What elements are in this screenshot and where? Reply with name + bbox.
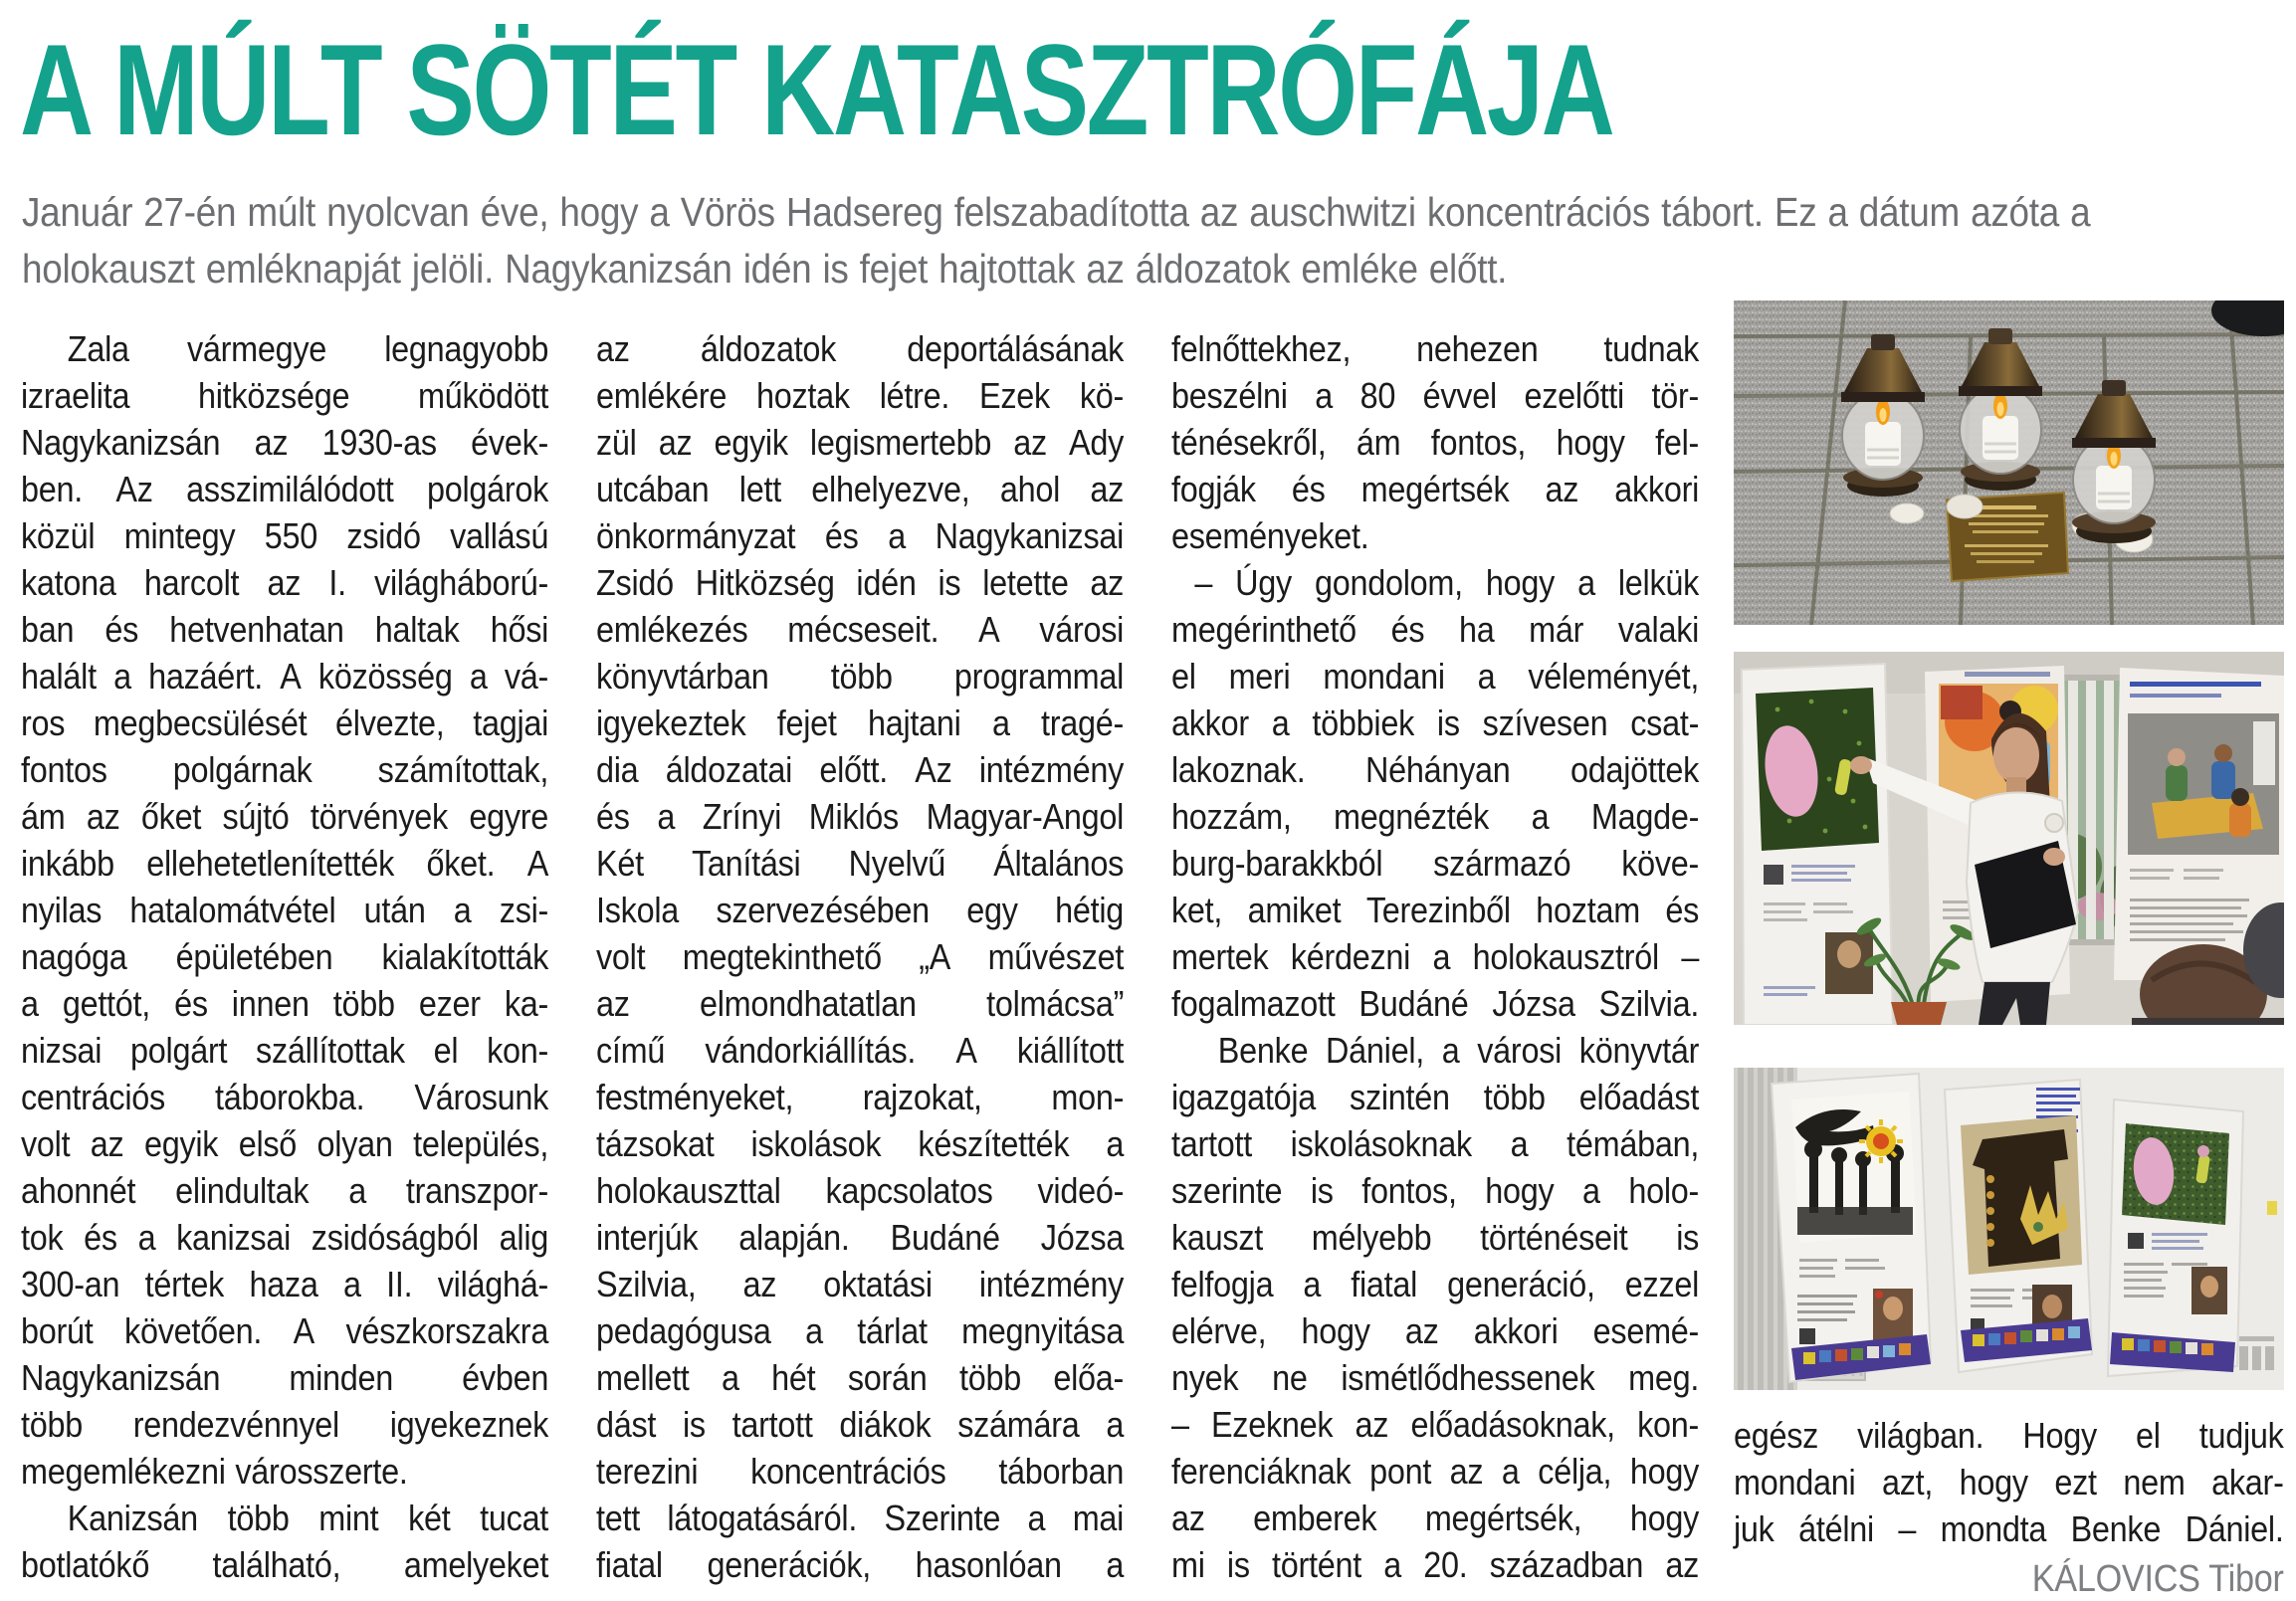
exhibition-panels-illustration: [1734, 1068, 2284, 1390]
text-line: el meri mondani a véleményét,: [1171, 656, 1700, 697]
text-line: ros megbecsülését élvezte, tagjai: [21, 702, 549, 743]
text-line: burg-barakkból származó köve-: [1171, 843, 1700, 884]
text-line: szerinte is fontos, hogy a holo-: [1171, 1170, 1700, 1211]
text-line: hozzám, megnézték a Magde-: [1171, 796, 1700, 837]
text-line: ahonnét elindultak a transzpor-: [21, 1170, 549, 1211]
text-line: nyilas hatalomátvétel után a zsi-: [21, 890, 549, 930]
text-line: mi is történt a 20. században az: [1171, 1544, 1700, 1585]
body-column-4: [1734, 1415, 2284, 1555]
text-line: igyekeztek fejet hajtani a tragé-: [596, 702, 1125, 743]
exhibition-panels-photo: [1734, 1068, 2284, 1390]
text-line: fontos polgárnak számítottak,: [21, 749, 549, 790]
text-line: nyek ne ismétlődhessenek meg.: [1171, 1357, 1700, 1398]
text-line: az áldozatok deportálásának: [596, 328, 1125, 369]
byline: KÁLOVICS Tibor: [2031, 1558, 2284, 1600]
text-line: volt megtekinthető „A művészet: [596, 936, 1125, 977]
text-line: Két Tanítási Nyelvű Általános: [596, 843, 1125, 884]
text-line: eseményeket.: [1171, 515, 1369, 556]
body-column-2: [596, 328, 1124, 1591]
text-line: a gettót, és innen több ezer ka-: [21, 983, 549, 1024]
text-line: akkor a többiek is szívesen csat-: [1171, 702, 1700, 743]
text-line: fogalmazott Budáné Józsa Szilvia.: [1171, 983, 1700, 1024]
banner-ink-drawing: [1772, 1074, 1931, 1382]
text-line: több rendezvénnyel igyekeznek: [21, 1404, 549, 1445]
text-line: igazgatója szintén több előadást: [1171, 1077, 1700, 1117]
text-line: Nagykanizsán az 1930-as évek-: [21, 422, 549, 463]
text-line: emlékezés mécseseit. A városi: [596, 609, 1125, 650]
text-line: pedagógusa a tárlat megnyitása: [596, 1310, 1125, 1351]
text-line: megérinthető és ha már valaki: [1171, 609, 1700, 650]
text-line: nagóga épületében kialakították: [21, 936, 549, 977]
text-line: tett látogatásáról. Szerinte a mai: [596, 1498, 1125, 1538]
text-line: utcában lett elhelyezve, ahol az: [596, 469, 1125, 509]
text-line: mellett a hét során több előa-: [596, 1357, 1125, 1398]
text-line: – Úgy gondolom, hogy a lelkük: [1194, 562, 1700, 603]
text-line: 300-an tértek haza a II. világhá-: [21, 1264, 549, 1304]
text-line: interjúk alapján. Budáné Józsa: [596, 1217, 1125, 1258]
text-line: önkormányzat és a Nagykanizsai: [596, 515, 1125, 556]
text-line: közül mintegy 550 zsidó vallású: [21, 515, 549, 556]
text-line: ket, amiket Terezinből hoztam és: [1171, 890, 1700, 930]
text-line: holokauszttal kapcsolatos videó-: [596, 1170, 1125, 1211]
body-column-1: [21, 328, 548, 1591]
text-line: Zsidó Hitközség idén is letette az: [596, 562, 1125, 603]
text-line: mertek kérdezni a holokausztról –: [1171, 936, 1700, 977]
text-line: az elmondhatatlan tolmácsa”: [596, 983, 1125, 1024]
text-line: Iskola szervezésében egy hétig: [596, 890, 1125, 930]
text-line: az emberek megértsék, hogy: [1171, 1498, 1700, 1538]
text-line: megemlékezni városszerte.: [21, 1451, 408, 1492]
text-line: zül az egyik legismertebb az Ady: [596, 422, 1125, 463]
text-line: emlékére hoztak létre. Ezek kö-: [596, 375, 1125, 416]
text-line: volt az egyik első olyan település,: [21, 1123, 549, 1164]
text-line: dia áldozatai előtt. Az intézmény: [596, 749, 1125, 790]
text-line: lakoznak. Néhányan odajöttek: [1171, 749, 1700, 790]
text-line: egész világban. Hogy el tudjuk: [1734, 1415, 2284, 1456]
text-line: fogják és megértsék az akkori: [1171, 469, 1700, 509]
text-line: – Ezeknek az előadásoknak, kon-: [1171, 1404, 1700, 1445]
text-line: Szilvia, az oktatási intézmény: [596, 1264, 1125, 1304]
text-line: ám az őket sújtó törvények egyre: [21, 796, 549, 837]
text-line: Kanizsán több mint két tucat: [67, 1498, 549, 1538]
text-line: tartott iskolásoknak a témában,: [1171, 1123, 1700, 1164]
left-exhibit-panel: [1742, 664, 1893, 1025]
page-title: A MÚLT SÖTÉT KATASZTRÓFÁJA: [20, 17, 1613, 162]
text-line: mondani azt, hogy ezt nem akar-: [1734, 1462, 2284, 1502]
text-line: felfogja a fiatal generáció, ezzel: [1171, 1264, 1700, 1304]
text-line: tok és a kanizsai zsidóságból alig: [21, 1217, 549, 1258]
text-line: elérve, hogy az akkori esemé-: [1171, 1310, 1700, 1351]
exhibition-opening-photo: [1734, 652, 2284, 1025]
text-line: centrációs táborokba. Városunk: [21, 1077, 549, 1117]
text-line: ben. Az asszimilálódott polgárok: [21, 469, 549, 509]
exhibition-opening-illustration: [1734, 652, 2284, 1025]
banner-coat-artwork: [1945, 1080, 2092, 1372]
text-line: ferenciáknak pont az a célja, hogy: [1171, 1451, 1700, 1492]
text-line: inkább ellehetetlenítették őket. A: [21, 843, 549, 884]
memorial-candles-photo: [1734, 300, 2284, 625]
text-line: című vándorkiállítás. A kiállított: [596, 1030, 1125, 1071]
text-line: nizsai polgárt szállítottak el kon-: [21, 1030, 549, 1071]
text-line: terezini koncentrációs táborban: [596, 1451, 1125, 1492]
text-line: tázsokat iskolások készítették a: [596, 1123, 1125, 1164]
text-line: juk átélni – mondta Benke Dániel.: [1734, 1508, 2284, 1549]
wall-note: [2267, 1201, 2277, 1215]
body-column-3: [1171, 328, 1699, 1591]
text-line: fiatal generációk, hasonlóan a: [596, 1544, 1125, 1585]
text-line: katona harcolt az I. világháború-: [21, 562, 549, 603]
text-line: ténésekről, ám fontos, hogy fel-: [1171, 422, 1700, 463]
text-line: botlatókő található, amelyeket: [21, 1544, 549, 1585]
text-line: borút követően. A vészkorszakra: [21, 1310, 549, 1351]
text-line: holokauszt emléknapját jelöli. Nagykanizsán idén is fejet hajtottak az áldozatok emléke előtt.: [22, 246, 1508, 292]
text-line: halált a hazáért. A közösség a vá-: [21, 656, 549, 697]
text-line: felnőttekhez, nehezen tudnak: [1171, 328, 1700, 369]
text-line: Nagykanizsán minden évben: [21, 1357, 549, 1398]
text-line: dást is tartott diákok számára a: [596, 1404, 1125, 1445]
memorial-candles-illustration: [1734, 300, 2284, 625]
text-line: beszélni a 80 évvel ezelőtti tör-: [1171, 375, 1700, 416]
text-line: ban és hetvenhatan haltak hősi: [21, 609, 549, 650]
text-line: és a Zrínyi Miklós Magyar-Angol: [596, 796, 1125, 837]
text-line: Benke Dániel, a városi könyvtár: [1217, 1030, 1700, 1071]
text-line: könyvtárban több programmal: [596, 656, 1125, 697]
text-line: festményeket, rajzokat, mon-: [596, 1077, 1125, 1117]
text-line: izraelita hitközsége működött: [21, 375, 549, 416]
text-line: kauszt mélyebb történéseit is: [1171, 1217, 1700, 1258]
lead-paragraph: [22, 189, 2172, 302]
banner-pink-oval-artwork: [2108, 1100, 2243, 1376]
text-line: Zala vármegye legnagyobb: [67, 328, 549, 369]
text-line: Január 27-én múlt nyolcvan éve, hogy a Vörös Hadsereg felszabadította az auschwitzi koncentrációs tábort. Ez a dátum azóta a: [22, 189, 2091, 235]
